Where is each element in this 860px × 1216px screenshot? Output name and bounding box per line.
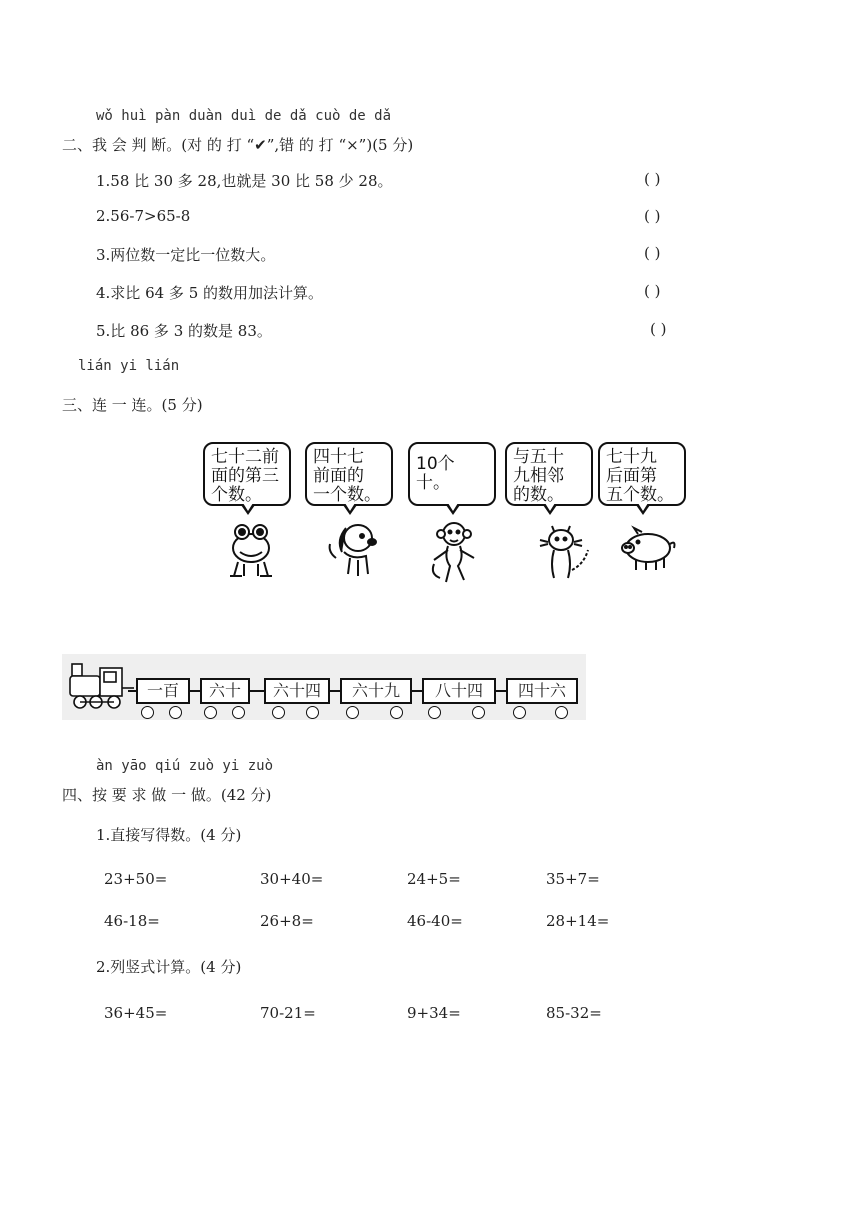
answer-blank-5[interactable]: ( ): [650, 320, 667, 338]
monkey-icon[interactable]: [424, 518, 484, 586]
calc-problem: 36+45=: [104, 1004, 168, 1022]
calc-problem: 9+34=: [407, 1004, 461, 1022]
cat-icon[interactable]: [536, 520, 596, 584]
locomotive-icon: [66, 660, 136, 712]
answer-blank-4[interactable]: ( ): [644, 282, 661, 300]
bubble-text-2: 四十七 前面的 一个数。: [313, 447, 381, 505]
section2-pinyin: wǒ huì pàn duàn duì de dǎ cuò de dǎ: [96, 108, 392, 124]
judge-item-4: 4.求比 64 多 5 的数用加法计算。: [96, 284, 324, 302]
frog-icon[interactable]: [222, 518, 280, 580]
wheel: [390, 706, 403, 719]
train-car-2[interactable]: 六十: [200, 678, 250, 704]
wheel: [232, 706, 245, 719]
coupler-2: [190, 690, 200, 692]
train-car-6[interactable]: 四十六: [506, 678, 578, 704]
calc-problem: 23+50=: [104, 870, 168, 888]
calc-problem: 85-32=: [546, 1004, 602, 1022]
bubble-text-3: 10个十。: [416, 454, 455, 493]
calc-problem: 24+5=: [407, 870, 461, 888]
bubble-tail-5: [636, 505, 650, 515]
bubble-text-4: 与五十 九相邻 的数。: [513, 447, 564, 505]
speech-bubble-5[interactable]: [598, 442, 686, 506]
wheel: [472, 706, 485, 719]
speech-bubble-1[interactable]: [203, 442, 291, 506]
judge-item-1: 1.58 比 30 多 28,也就是 30 比 58 少 28。: [96, 172, 393, 190]
answer-blank-1[interactable]: ( ): [644, 170, 661, 188]
wheel: [346, 706, 359, 719]
wheel: [555, 706, 568, 719]
train-car-1[interactable]: 一百: [136, 678, 190, 704]
bubble-text-1: 七十二前 面的第三 个数。: [211, 447, 279, 505]
calc-problem: 46-18=: [104, 912, 160, 930]
section3-heading: 三、连 一 连。(5 分): [62, 396, 203, 414]
pig-icon[interactable]: [616, 524, 678, 574]
section3-pinyin: lián yi lián: [78, 358, 180, 374]
bubble-text-5: 七十九 后面第 五个数。: [606, 447, 674, 505]
part1-title: 1.直接写得数。(4 分): [96, 826, 242, 844]
speech-bubble-2[interactable]: [305, 442, 393, 506]
judge-item-2: 2.56-7>65-8: [96, 207, 191, 225]
judge-item-5: 5.比 86 多 3 的数是 83。: [96, 322, 272, 340]
speech-bubble-4[interactable]: [505, 442, 593, 506]
wheel: [141, 706, 154, 719]
wheel: [204, 706, 217, 719]
judge-item-3: 3.两位数一定比一位数大。: [96, 246, 276, 264]
part2-title: 2.列竖式计算。(4 分): [96, 958, 242, 976]
wheel: [169, 706, 182, 719]
wheel: [428, 706, 441, 719]
bubble-tail-2: [343, 505, 357, 515]
calc-problem: 30+40=: [260, 870, 324, 888]
train-car-5[interactable]: 八十四: [422, 678, 496, 704]
calc-problem: 46-40=: [407, 912, 463, 930]
dog-icon[interactable]: [322, 518, 388, 580]
train-car-3[interactable]: 六十四: [264, 678, 330, 704]
bubble-tail-1: [241, 505, 255, 515]
answer-blank-3[interactable]: ( ): [644, 244, 661, 262]
calc-problem: 28+14=: [546, 912, 610, 930]
section4-pinyin: àn yāo qiú zuò yi zuò: [96, 758, 274, 774]
train-car-4[interactable]: 六十九: [340, 678, 412, 704]
section2-heading: 二、我 会 判 断。(对 的 打 “✔”,错 的 打 “×”)(5 分): [62, 136, 414, 154]
section4-heading: 四、按 要 求 做 一 做。(42 分): [62, 786, 272, 804]
wheel: [306, 706, 319, 719]
calc-problem: 70-21=: [260, 1004, 316, 1022]
wheel: [272, 706, 285, 719]
speech-bubble-3[interactable]: [408, 442, 496, 506]
bubble-tail-4: [543, 505, 557, 515]
calc-problem: 35+7=: [546, 870, 600, 888]
answer-blank-2[interactable]: ( ): [644, 207, 661, 225]
calc-problem: 26+8=: [260, 912, 314, 930]
wheel: [513, 706, 526, 719]
bubble-tail-3: [446, 505, 460, 515]
